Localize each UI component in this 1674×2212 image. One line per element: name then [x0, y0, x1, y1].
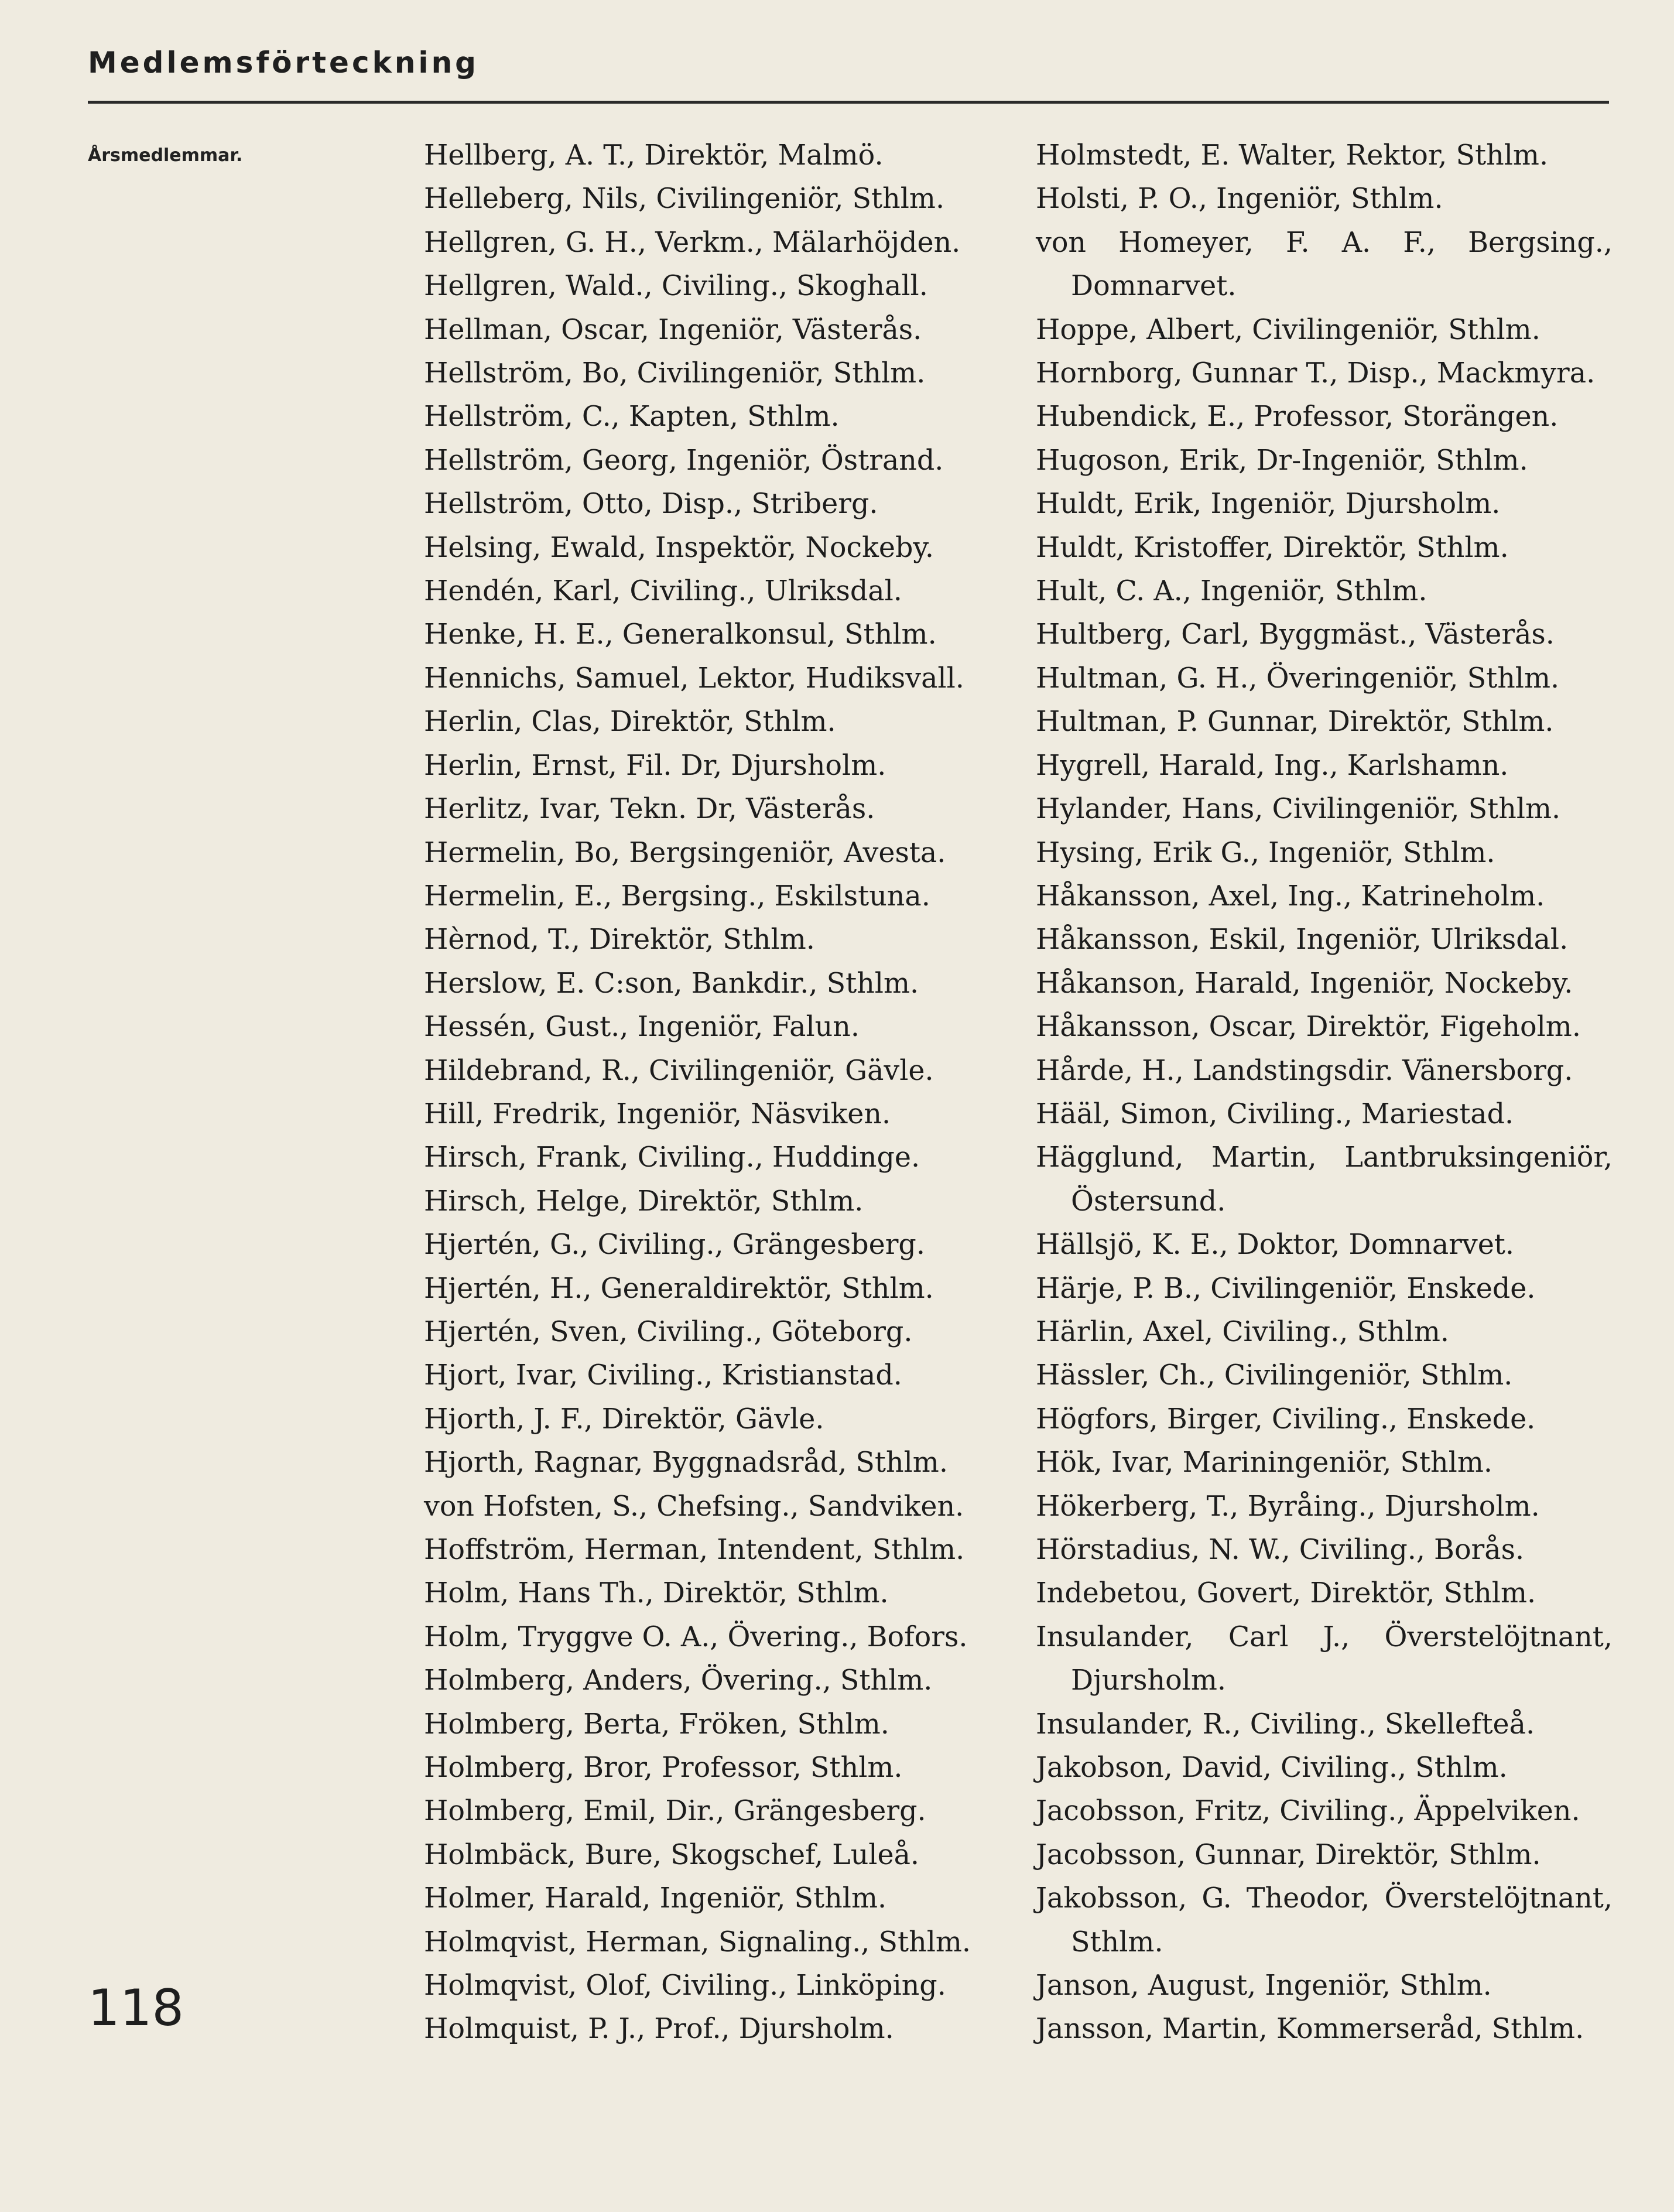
member-entry: Jacobsson, Fritz, Civiling., Äppelviken. [1036, 1795, 1580, 1828]
member-entry: Hirsch, Helge, Direktör, Sthlm. [424, 1185, 864, 1218]
member-entry: Holmberg, Anders, Övering., Sthlm. [424, 1664, 933, 1697]
member-entry: Holm, Tryggve O. A., Övering., Bofors. [424, 1620, 968, 1653]
member-entry: Jansson, Martin, Kommerseråd, Sthlm. [1036, 2013, 1584, 2046]
member-entry: Härje, P. B., Civilingeniör, Enskede. [1036, 1272, 1536, 1305]
member-entry: Insulander, Carl J., Överstelöjtnant, Djursholm. [1036, 1620, 1613, 1697]
member-entry: Hylander, Hans, Civilingeniör, Sthlm. [1036, 793, 1561, 826]
member-entry: Hellgren, G. H., Verkm., Mälarhöjden. [424, 226, 961, 259]
member-entry: Indebetou, Govert, Direktör, Sthlm. [1036, 1577, 1536, 1610]
member-entry: Holmstedt, E. Walter, Rektor, Sthlm. [1036, 139, 1549, 172]
member-entry: Hultman, G. H., Överingeniör, Sthlm. [1036, 662, 1560, 695]
page-title: Medlemsförteckning [88, 46, 479, 80]
member-entry: Hjort, Ivar, Civiling., Kristianstad. [424, 1359, 902, 1392]
member-entry: Hildebrand, R., Civilingeniör, Gävle. [424, 1054, 934, 1087]
member-entry: Holm, Hans Th., Direktör, Sthlm. [424, 1577, 889, 1610]
member-entry: Hjorth, Ragnar, Byggnadsråd, Sthlm. [424, 1447, 948, 1479]
member-entry: Hägglund, Martin, Lantbruksingeniör, Östersund. [1036, 1141, 1613, 1218]
member-entry: Huldt, Kristoffer, Direktör, Sthlm. [1036, 531, 1509, 564]
member-entry: Hellström, C., Kapten, Sthlm. [424, 401, 840, 433]
member-entry: Holmbäck, Bure, Skogschef, Luleå. [424, 1838, 920, 1871]
member-entry: Hirsch, Frank, Civiling., Huddinge. [424, 1141, 920, 1174]
member-entry: Hellström, Otto, Disp., Striberg. [424, 488, 878, 521]
member-entry: Helleberg, Nils, Civilingeniör, Sthlm. [424, 183, 945, 216]
member-entry: Hääl, Simon, Civiling., Mariestad. [1036, 1098, 1514, 1130]
member-entry: Högfors, Birger, Civiling., Enskede. [1036, 1403, 1536, 1435]
member-entry: Hermelin, Bo, Bergsingeniör, Avesta. [424, 836, 946, 869]
member-entry: Hällsjö, K. E., Doktor, Domnarvet. [1036, 1229, 1514, 1261]
member-entry: Hjorth, J. F., Direktör, Gävle. [424, 1403, 824, 1435]
member-entry: Hermelin, E., Bergsing., Eskilstuna. [424, 880, 930, 912]
member-entry: Hendén, Karl, Civiling., Ulriksdal. [424, 575, 902, 608]
member-entry: Herlitz, Ivar, Tekn. Dr, Västerås. [424, 793, 875, 826]
member-entry: Hellman, Oscar, Ingeniör, Västerås. [424, 313, 922, 346]
member-entry: Hök, Ivar, Mariningeniör, Sthlm. [1036, 1447, 1492, 1479]
page-number: 118 [88, 1979, 184, 2037]
member-entry: Hellgren, Wald., Civiling., Skoghall. [424, 270, 928, 303]
member-entry: Hysing, Erik G., Ingeniör, Sthlm. [1036, 836, 1495, 869]
member-entry: Hygrell, Harald, Ing., Karlshamn. [1036, 749, 1509, 782]
member-entry: Hèrnod, T., Direktör, Sthlm. [424, 924, 815, 956]
member-entry: Härlin, Axel, Civiling., Sthlm. [1036, 1315, 1450, 1348]
member-list-right-column [1036, 134, 1613, 2052]
member-entry: Håkansson, Axel, Ing., Katrineholm. [1036, 880, 1545, 912]
member-entry: Jakobsson, G. Theodor, Överstelöjtnant, Sthlm. [1036, 1882, 1613, 1958]
member-list-left-column [424, 134, 989, 2052]
member-entry: Hellström, Georg, Ingeniör, Östrand. [424, 444, 944, 477]
member-entry: Håkanson, Harald, Ingeniör, Nockeby. [1036, 967, 1573, 1000]
member-entry: Hultberg, Carl, Byggmäst., Västerås. [1036, 618, 1555, 651]
member-entry: Hornborg, Gunnar T., Disp., Mackmyra. [1036, 357, 1596, 390]
header-rule [88, 101, 1609, 104]
member-entry: Holmquist, P. J., Prof., Djursholm. [424, 2013, 894, 2046]
member-entry: Holmberg, Bror, Professor, Sthlm. [424, 1752, 903, 1784]
member-entry: Insulander, R., Civiling., Skellefteå. [1036, 1708, 1535, 1741]
member-entry: Helsing, Ewald, Inspektör, Nockeby. [424, 531, 934, 564]
member-entry: Hellström, Bo, Civilingeniör, Sthlm. [424, 357, 926, 390]
member-entry: Hill, Fredrik, Ingeniör, Näsviken. [424, 1098, 891, 1130]
member-entry: Hjertén, H., Generaldirektör, Sthlm. [424, 1272, 934, 1305]
member-entry: von Homeyer, F. A. F., Bergsing., Domnarvet. [1036, 226, 1613, 303]
member-entry: Håkansson, Eskil, Ingeniör, Ulriksdal. [1036, 924, 1569, 956]
member-entry: Herslow, E. C:son, Bankdir., Sthlm. [424, 967, 919, 1000]
member-entry: Holmqvist, Olof, Civiling., Linköping. [424, 1970, 946, 2002]
member-entry: Hjertén, G., Civiling., Grängesberg. [424, 1229, 925, 1261]
member-entry: Håkansson, Oscar, Direktör, Figeholm. [1036, 1011, 1581, 1044]
member-entry: Hubendick, E., Professor, Storängen. [1036, 401, 1559, 433]
member-entry: Jacobsson, Gunnar, Direktör, Sthlm. [1036, 1838, 1541, 1871]
member-entry: Hoppe, Albert, Civilingeniör, Sthlm. [1036, 313, 1541, 346]
member-entry: Hoffström, Herman, Intendent, Sthlm. [424, 1534, 965, 1566]
member-entry: Herlin, Ernst, Fil. Dr, Djursholm. [424, 749, 886, 782]
member-entry: Herlin, Clas, Direktör, Sthlm. [424, 706, 836, 739]
member-entry: von Hofsten, S., Chefsing., Sandviken. [424, 1490, 964, 1523]
member-entry: Hjertén, Sven, Civiling., Göteborg. [424, 1315, 913, 1348]
member-entry: Jakobson, David, Civiling., Sthlm. [1036, 1752, 1508, 1784]
member-entry: Holmer, Harald, Ingeniör, Sthlm. [424, 1882, 887, 1915]
member-entry: Hultman, P. Gunnar, Direktör, Sthlm. [1036, 706, 1554, 739]
member-entry: Henke, H. E., Generalkonsul, Sthlm. [424, 618, 937, 651]
section-label: Årsmedlemmar. [88, 145, 243, 166]
member-entry: Janson, August, Ingeniör, Sthlm. [1036, 1970, 1492, 2002]
member-entry: Hökerberg, T., Byråing., Djursholm. [1036, 1490, 1540, 1523]
member-entry: Holmberg, Berta, Fröken, Sthlm. [424, 1708, 889, 1741]
member-entry: Hårde, H., Landstingsdir. Vänersborg. [1036, 1054, 1573, 1087]
member-entry: Hugoson, Erik, Dr-Ingeniör, Sthlm. [1036, 444, 1528, 477]
member-entry: Hellberg, A. T., Direktör, Malmö. [424, 139, 884, 172]
member-entry: Hult, C. A., Ingeniör, Sthlm. [1036, 575, 1427, 608]
member-entry: Hessén, Gust., Ingeniör, Falun. [424, 1011, 860, 1044]
member-entry: Hennichs, Samuel, Lektor, Hudiksvall. [424, 662, 964, 695]
member-entry: Hörstadius, N. W., Civiling., Borås. [1036, 1534, 1525, 1566]
member-entry: Holmberg, Emil, Dir., Grängesberg. [424, 1795, 926, 1828]
member-entry: Hässler, Ch., Civilingeniör, Sthlm. [1036, 1359, 1513, 1392]
member-entry: Huldt, Erik, Ingeniör, Djursholm. [1036, 488, 1501, 521]
member-entry: Holsti, P. O., Ingeniör, Sthlm. [1036, 183, 1443, 216]
member-entry: Holmqvist, Herman, Signaling., Sthlm. [424, 1926, 971, 1958]
